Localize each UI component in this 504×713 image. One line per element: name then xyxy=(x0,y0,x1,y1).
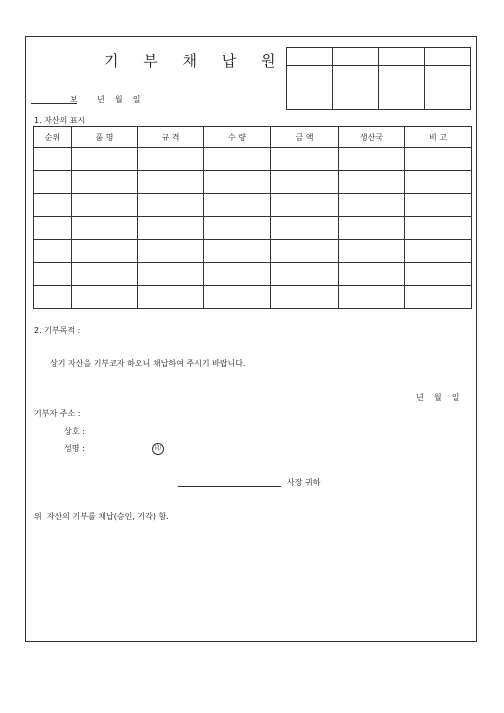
table-row xyxy=(34,171,472,194)
table-cell[interactable] xyxy=(339,240,405,263)
table-cell[interactable] xyxy=(271,240,339,263)
table-row xyxy=(34,286,472,309)
table-cell[interactable] xyxy=(34,148,72,171)
table-cell[interactable] xyxy=(204,240,271,263)
table-cell[interactable] xyxy=(204,217,271,240)
doc-date-label: 년 월 일 xyxy=(97,95,141,104)
table-cell[interactable] xyxy=(138,286,204,309)
table-row xyxy=(34,263,472,286)
table-cell[interactable] xyxy=(204,148,271,171)
approval-sign-cell[interactable] xyxy=(425,66,471,110)
table-cell[interactable] xyxy=(138,148,204,171)
approval-head-cell xyxy=(425,48,471,66)
table-row xyxy=(34,194,472,217)
table-cell[interactable] xyxy=(138,263,204,286)
table-cell[interactable] xyxy=(138,217,204,240)
table-cell[interactable] xyxy=(72,171,138,194)
name-label: 성명 : xyxy=(64,444,85,453)
table-cell[interactable] xyxy=(204,194,271,217)
table-cell[interactable] xyxy=(339,217,405,240)
table-cell[interactable] xyxy=(405,217,472,240)
signature-date: 년 월 일 xyxy=(416,393,460,402)
table-row xyxy=(34,240,472,263)
table-cell[interactable] xyxy=(271,286,339,309)
section-asset-heading: 1. 자산의 표시 xyxy=(34,116,86,125)
form-title: 기 부 채 납 원 xyxy=(104,52,286,70)
table-cell[interactable] xyxy=(72,217,138,240)
table-cell[interactable] xyxy=(271,148,339,171)
approval-head-cell xyxy=(287,48,333,66)
table-cell[interactable] xyxy=(339,194,405,217)
col-item-name: 품 명 xyxy=(72,127,138,148)
table-cell[interactable] xyxy=(405,240,472,263)
col-remarks: 비 고 xyxy=(405,127,472,148)
approval-sign-cell[interactable] xyxy=(287,66,333,110)
table-cell[interactable] xyxy=(339,263,405,286)
table-cell[interactable] xyxy=(34,217,72,240)
request-sentence: 상기 자산을 기부코자 하오니 채납하여 주시기 바랍니다. xyxy=(50,359,246,368)
seal-mark: 印 xyxy=(152,443,164,455)
col-amount: 금 액 xyxy=(271,127,339,148)
table-cell[interactable] xyxy=(138,194,204,217)
table-row xyxy=(34,217,472,240)
table-cell[interactable] xyxy=(72,240,138,263)
table-cell[interactable] xyxy=(271,263,339,286)
approval-note: 위 자산의 기부를 채납(승인, 기각) 함. xyxy=(34,512,169,521)
table-cell[interactable] xyxy=(34,286,72,309)
approval-box xyxy=(286,47,471,110)
table-cell[interactable] xyxy=(271,194,339,217)
table-cell[interactable] xyxy=(405,171,472,194)
asset-table xyxy=(33,126,472,309)
table-cell[interactable] xyxy=(72,194,138,217)
table-cell[interactable] xyxy=(271,171,339,194)
table-cell[interactable] xyxy=(138,240,204,263)
col-spec: 규 격 xyxy=(138,127,204,148)
addressee-label: 사장 귀하 xyxy=(287,478,321,487)
addressee-line[interactable] xyxy=(178,486,281,487)
table-cell[interactable] xyxy=(34,171,72,194)
table-cell[interactable] xyxy=(204,286,271,309)
table-cell[interactable] xyxy=(204,171,271,194)
table-cell[interactable] xyxy=(72,286,138,309)
table-cell[interactable] xyxy=(339,148,405,171)
table-cell[interactable] xyxy=(34,194,72,217)
table-cell[interactable] xyxy=(34,263,72,286)
table-cell[interactable] xyxy=(138,171,204,194)
table-cell[interactable] xyxy=(72,148,138,171)
table-cell[interactable] xyxy=(405,148,472,171)
approval-head-cell xyxy=(333,48,379,66)
table-cell[interactable] xyxy=(405,194,472,217)
table-cell[interactable] xyxy=(34,240,72,263)
table-cell[interactable] xyxy=(405,263,472,286)
table-cell[interactable] xyxy=(204,263,271,286)
table-row xyxy=(34,148,472,171)
approval-sign-cell[interactable] xyxy=(379,66,425,110)
doc-number-label: 보 xyxy=(70,95,78,104)
trade-name-label: 상호 : xyxy=(64,427,85,436)
table-cell[interactable] xyxy=(405,286,472,309)
table-cell[interactable] xyxy=(339,286,405,309)
table-cell[interactable] xyxy=(339,171,405,194)
approval-sign-cell[interactable] xyxy=(333,66,379,110)
col-quantity: 수 량 xyxy=(204,127,271,148)
col-rank: 순위 xyxy=(34,127,72,148)
table-cell[interactable] xyxy=(271,217,339,240)
section-purpose-heading: 2. 기부목적 : xyxy=(34,326,81,335)
asset-table-header xyxy=(34,127,472,148)
col-origin-country: 생산국 xyxy=(339,127,405,148)
donor-address-label: 기부자 주소 : xyxy=(34,409,81,418)
approval-head-cell xyxy=(379,48,425,66)
table-cell[interactable] xyxy=(72,263,138,286)
